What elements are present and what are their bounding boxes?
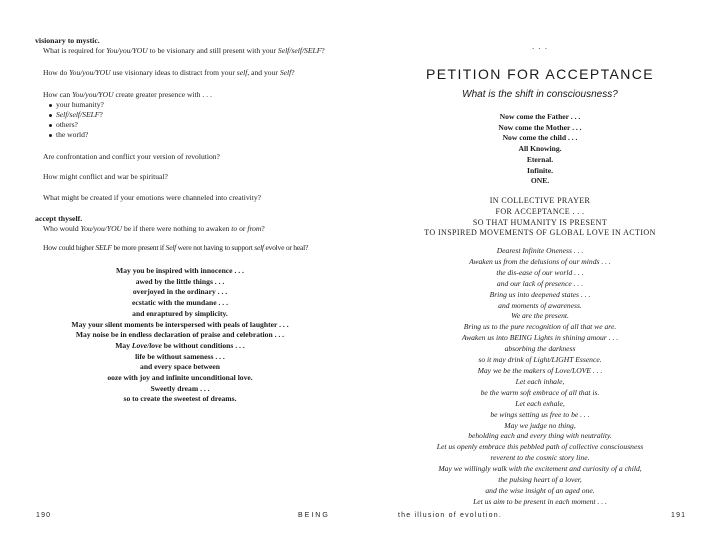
prayer-line: and the wise insight of an aged one. <box>485 485 595 495</box>
invocation-line: ONE. <box>530 176 550 186</box>
prayer-heading-line: IN COLLECTIVE PRAYER <box>489 196 591 205</box>
bullet-humanity: your humanity? <box>49 100 104 109</box>
question-conflict-spiritual: How might conflict and war be spiritual? <box>43 172 168 181</box>
question-visionary: What is required for You/you/YOU to be visionary and still present with your Self/self/SELF? <box>43 46 325 55</box>
right-page <box>360 0 720 540</box>
prayer-line: Awaken us from the delusions of our minds . . . <box>469 256 611 266</box>
poem-line: so to create the sweetest of dreams. <box>123 394 237 404</box>
bullet-world: the world? <box>49 130 88 139</box>
prayer-line: May we be the makers of Love/LOVE . . . <box>477 365 603 375</box>
poem-line: ecstatic with the mundane . . . <box>132 298 228 308</box>
ornament-dots: . . . <box>531 42 549 51</box>
poem-line: May you be inspired with innocence . . . <box>116 266 244 275</box>
running-head-right: the illusion of evolution. <box>398 512 502 519</box>
invocation-line: Infinite. <box>527 165 553 175</box>
invocation-line: Now come the Mother . . . <box>498 122 582 132</box>
question-higher-self: How could higher SELF be more present if Self were not having to support self evolve or heal? <box>43 243 309 252</box>
bullet-others: others? <box>49 120 78 129</box>
invocation-line: Now come the Father . . . <box>499 112 581 121</box>
prayer-line: Bring us into deepened states . . . <box>489 289 591 299</box>
poem-line: May your silent moments be interspersed with peals of laughter . . . <box>71 319 289 329</box>
prayer-line: Let each inhale, <box>515 376 565 386</box>
prayer-heading-line: TO INSPIRED MOVEMENTS OF GLOBAL LOVE IN ACTION <box>424 228 656 238</box>
prayer-text <box>360 246 720 508</box>
heading-accept-thyself: accept thyself. <box>35 214 83 223</box>
prayer-line: the dis-ease of our world . . . <box>496 267 584 277</box>
prayer-line: and moments of awareness. <box>498 300 582 310</box>
prayer-line: be the warm soft embrace of all that is. <box>480 387 600 397</box>
page-number-left: 190 <box>36 512 52 519</box>
invocation-line: Eternal. <box>526 154 554 164</box>
poem-line: overjoyed in the ordinary . . . <box>132 287 228 297</box>
poem-line: May Love/love be without conditions . . . <box>115 340 245 350</box>
prayer-line: so it may drink of Light/LIGHT Essence. <box>478 355 602 365</box>
prayer-line: be wings setting us free to be . . . <box>490 409 590 419</box>
question-awaken: Who would You/you/YOU be if there were nothing to awaken to or from? <box>43 224 265 233</box>
poem-line: Sweetly dream . . . <box>150 383 210 393</box>
prayer-heading-line: SO THAT HUMANITY IS PRESENT <box>472 217 608 227</box>
prayer-line: reverent to the cosmic story line. <box>490 453 590 463</box>
poem-line: and enraptured by simplicity. <box>132 308 228 318</box>
prayer-line: Let us openly embrace this pebbled path of collective consciousness <box>436 442 644 452</box>
invocation-line: Now come the child . . . <box>502 133 578 143</box>
prayer-line: absorbing the darkness <box>504 344 576 354</box>
question-distract: How do You/you/YOU use visionary ideas to distract from your self, and your Self? <box>43 68 295 77</box>
question-emotions-creativity: What might be created if your emotions were channeled into creativity? <box>43 193 262 202</box>
poem-line: May noise be in endless declaration of praise and celebration . . . <box>75 330 285 340</box>
prayer-line: May we willingly walk with the excitement and curiosity of a child, <box>438 464 642 474</box>
poem-line: awed by the little things . . . <box>135 276 225 286</box>
poem-line: and every space between <box>140 362 220 372</box>
page-title: PETITION FOR ACCEPTANCE <box>426 66 654 82</box>
invocation-line: All Knowing. <box>518 144 562 154</box>
prayer-line: and our lack of presence . . . <box>496 278 584 288</box>
poem-line: life be without sameness . . . <box>135 351 225 361</box>
prayer-line: May we judge no thing, <box>504 420 576 430</box>
prayer-line: Awaken us into BEING Lights in shining amour . . . <box>461 333 619 343</box>
heading-visionary-to-mystic: visionary to mystic. <box>35 36 100 45</box>
prayer-line: the pulsing heart of a lover, <box>498 475 582 485</box>
blessing-poem <box>0 266 360 405</box>
prayer-heading <box>360 196 720 239</box>
prayer-line: beholding each and every thing with neutrality. <box>468 431 612 441</box>
bullet-self: Self/self/SELF? <box>49 110 103 119</box>
question-presence: How can You/you/YOU create greater presence with . . . <box>43 90 212 99</box>
prayer-line: We are the present. <box>511 311 569 321</box>
prayer-line: Dearest Infinite Oneness . . . <box>496 246 584 255</box>
prayer-heading-line: FOR ACCEPTANCE . . . <box>495 206 585 216</box>
running-head-left: BEING <box>298 512 330 519</box>
page-number-right: 191 <box>671 512 687 519</box>
prayer-line: Let us aim to be present in each moment . . . <box>473 496 607 506</box>
prayer-line: Bring us to the pure recognition of all that we are. <box>463 322 617 332</box>
poem-line: ooze with joy and infinite unconditional love. <box>107 373 253 383</box>
page-subtitle: What is the shift in consciousness? <box>462 89 618 100</box>
question-confrontation: Are confrontation and conflict your version of revolution? <box>43 152 220 161</box>
prayer-line: Let each exhale, <box>515 398 565 408</box>
invocation <box>360 112 720 187</box>
